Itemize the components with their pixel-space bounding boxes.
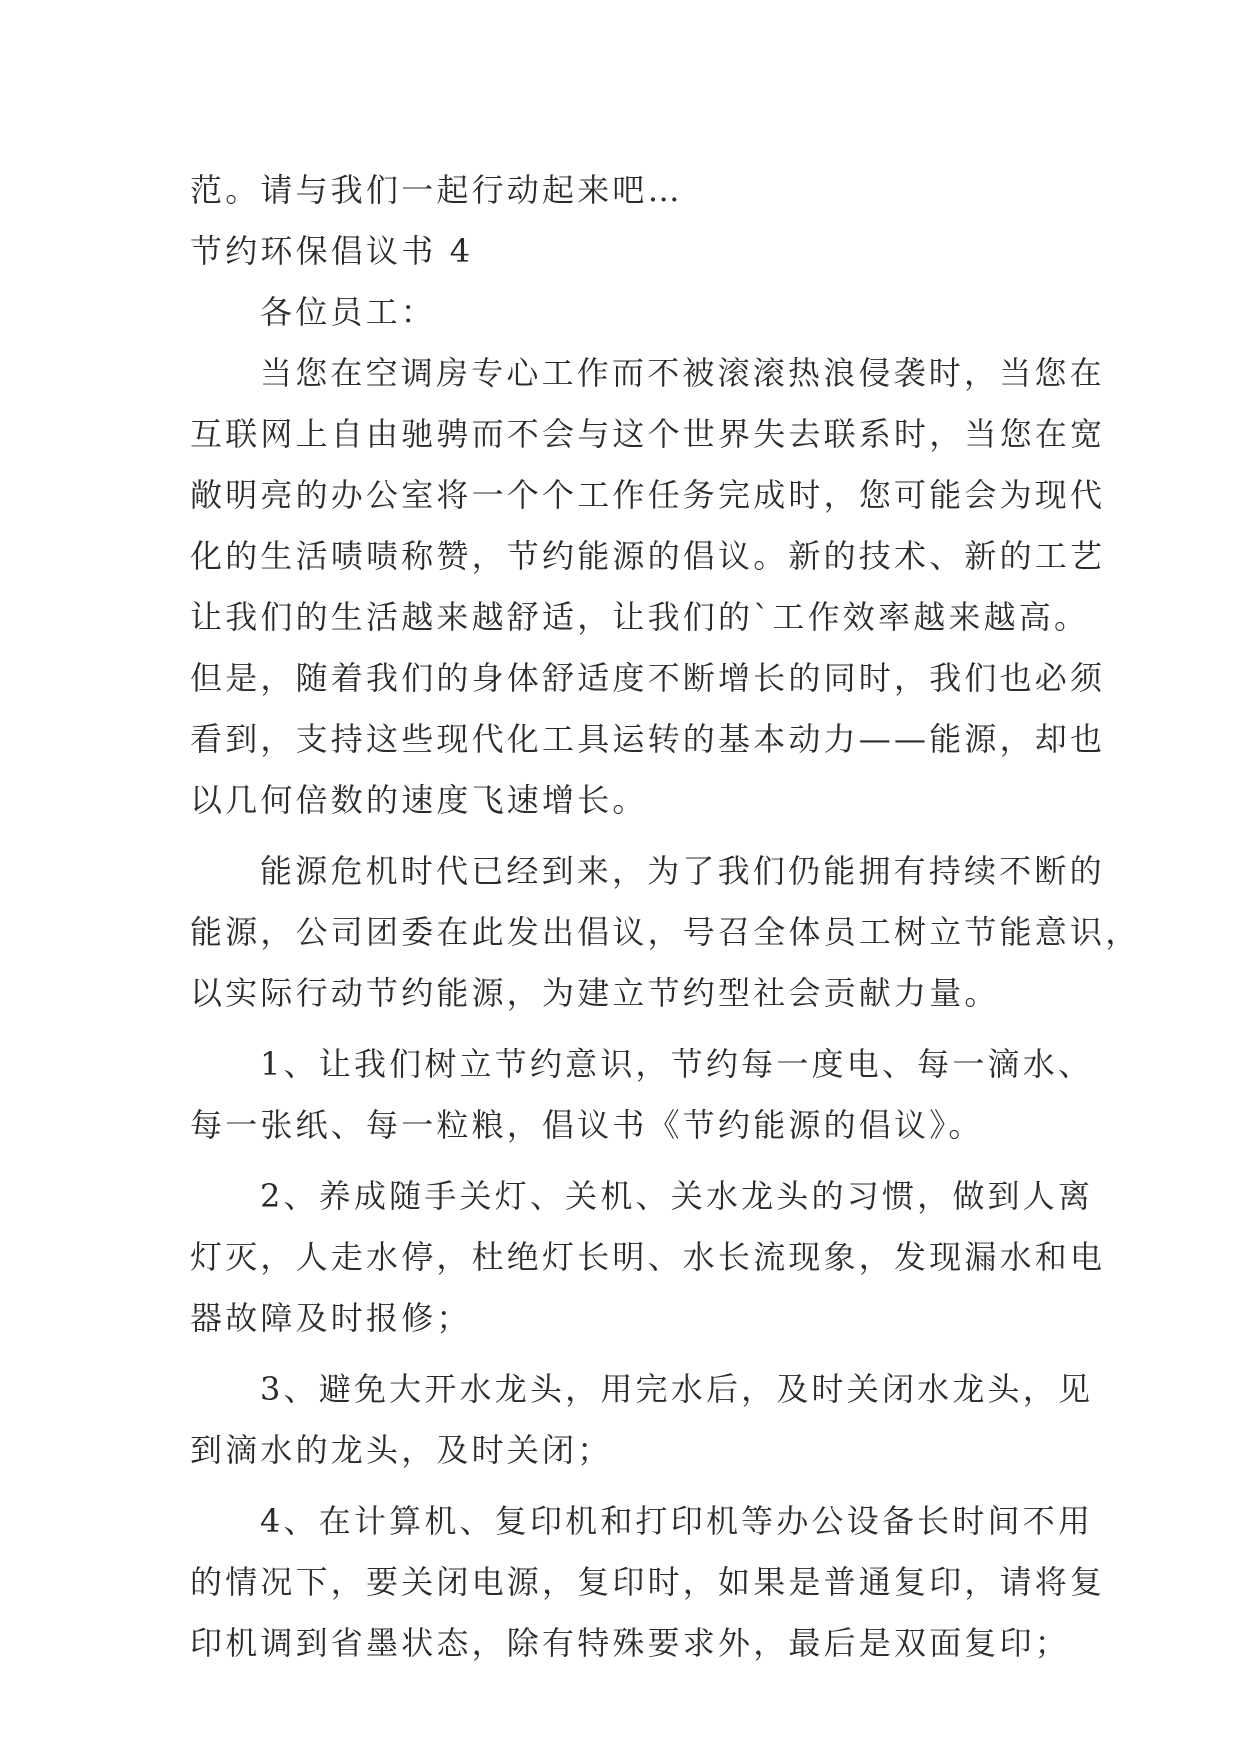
text-line: 每一张纸、每一粒粮，倡议书《节约能源的倡议》。: [190, 1106, 984, 1144]
text-line: 看到，支持这些现代化工具运转的基本动力——能源，却也: [190, 720, 1106, 758]
text-line: 各位员工：: [260, 293, 437, 331]
text-line: 的情况下，要关闭电源，复印时，如果是普通复印，请将复: [190, 1563, 1106, 1601]
paragraph-gap: [190, 1156, 1050, 1166]
text-line: 能源，公司团委在此发出倡议，号召全体员工树立节能意识，: [190, 913, 1141, 951]
text-line: 敞明亮的办公室将一个个工作任务完成时，您可能会为现代: [190, 476, 1106, 514]
text-line: 化的生活啧啧称赞，节约能源的倡议。新的技术、新的工艺: [190, 537, 1106, 575]
text-line: 4、在计算机、复印机和打印机等办公设备长时间不用: [260, 1502, 1094, 1540]
text-line: 灯灭，人走水停，杜绝灯长明、水长流现象，发现漏水和电: [190, 1238, 1106, 1276]
paragraph-gap: [190, 1349, 1050, 1359]
document-body: [190, 160, 1141, 1674]
paragraph-gap: [190, 1024, 1050, 1034]
text-line: 能源危机时代已经到来，为了我们仍能拥有持续不断的: [260, 852, 1105, 890]
text-line: 范。请与我们一起行动起来吧…: [190, 171, 683, 209]
text-line: 到滴水的龙头，及时关闭；: [190, 1431, 613, 1469]
text-line: 2、养成随手关灯、关机、关水龙头的习惯，做到人离: [260, 1177, 1094, 1215]
text-line: 当您在空调房专心工作而不被滚滚热浪侵袭时，当您在: [260, 354, 1105, 392]
text-line: 互联网上自由驰骋而不会与这个世界失去联系时，当您在宽: [190, 415, 1106, 453]
paragraph-gap: [190, 831, 1050, 841]
paragraph-gap: [190, 1481, 1050, 1491]
text-line: 但是，随着我们的身体舒适度不断增长的同时，我们也必须: [190, 659, 1106, 697]
text-line: 让我们的生活越来越舒适，让我们的`工作效率越来越高。: [190, 598, 1090, 636]
text-line: 以几何倍数的速度飞速增长。: [190, 781, 648, 819]
document-heading: 节约环保倡议书 4: [190, 232, 474, 270]
text-line: 1、让我们树立节约意识，节约每一度电、每一滴水、: [260, 1045, 1094, 1083]
text-line: 印机调到省墨状态，除有特殊要求外，最后是双面复印；: [190, 1624, 1071, 1662]
text-line: 3、避免大开水龙头，用完水后，及时关闭水龙头，见: [260, 1370, 1094, 1408]
text-line: 器故障及时报修；: [190, 1299, 472, 1337]
text-line: 以实际行动节约能源，为建立节约型社会贡献力量。: [190, 974, 1000, 1012]
